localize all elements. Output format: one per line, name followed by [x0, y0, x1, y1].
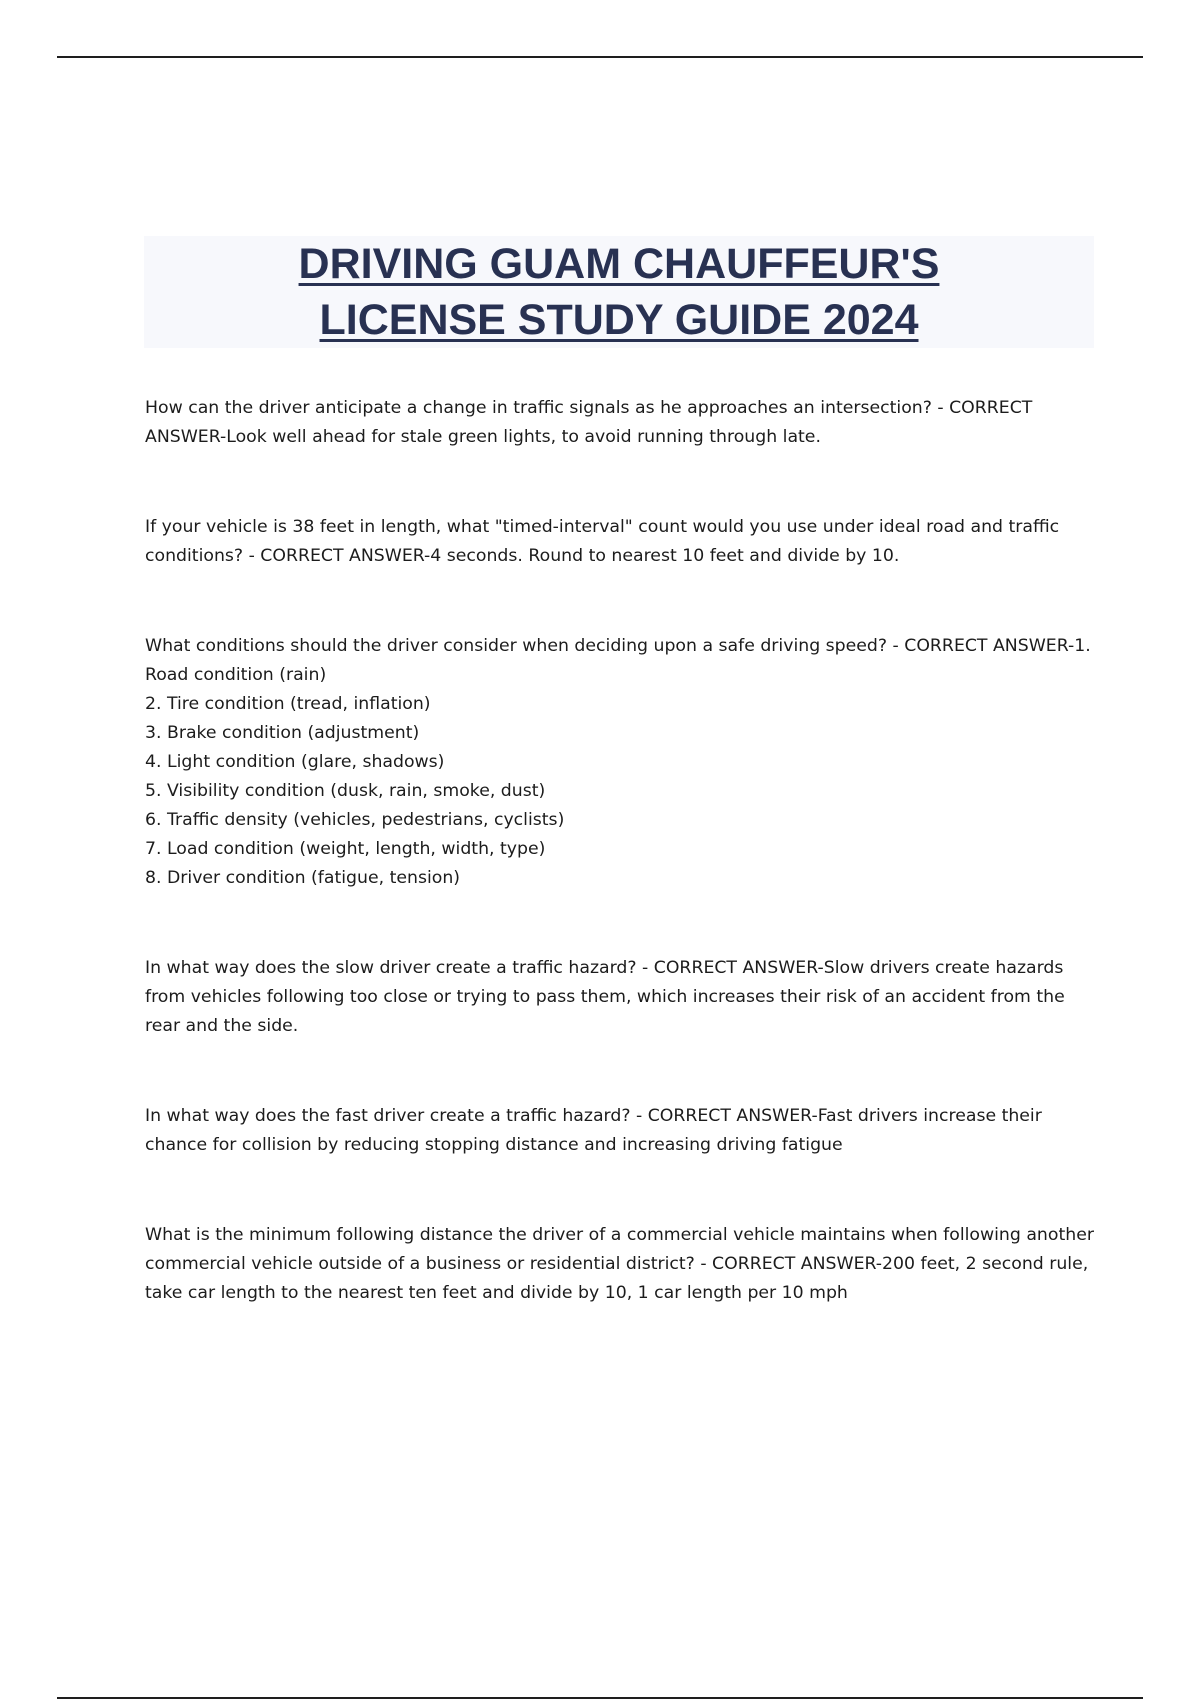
condition-list-item: 7. Load condition (weight, length, width, type)	[145, 839, 546, 859]
footer-rule	[57, 1697, 1143, 1699]
qa-text: If your vehicle is 38 feet in length, what "timed-interval" count would you use under ideal road and traffic conditions? - CORRECT ANSWER-4 seconds. Round to nearest 10 feet and divide by 10.	[145, 517, 1060, 566]
condition-list-item: 3. Brake condition (adjustment)	[145, 723, 420, 743]
qa-item	[145, 1221, 1095, 1308]
condition-list-item: 8. Driver condition (fatigue, tension)	[145, 868, 461, 888]
qa-text: How can the driver anticipate a change in traffic signals as he approaches an intersection? - CORRECT ANSWER-Look well ahead for stale green lights, to avoid running through late.	[145, 398, 1033, 447]
qa-item	[145, 394, 1095, 452]
qa-item	[145, 513, 1095, 571]
qa-item	[145, 954, 1095, 1041]
document-title-line-1: DRIVING GUAM CHAUFFEUR'S	[298, 240, 940, 288]
condition-list-item: 5. Visibility condition (dusk, rain, smoke, dust)	[145, 781, 546, 801]
document-title-banner	[144, 236, 1094, 348]
condition-list-item: 4. Light condition (glare, shadows)	[145, 752, 445, 772]
study-guide-content	[145, 394, 1095, 1369]
header-rule	[57, 56, 1143, 58]
qa-text: What conditions should the driver consider when deciding upon a safe driving speed? - CORRECT ANSWER-1. Road condition (rain)	[145, 636, 1091, 685]
qa-text: What is the minimum following distance the driver of a commercial vehicle maintains when following another commercial vehicle outside of a business or residential district? - CORRECT ANSWER-200 feet, 2 second rule, take car length to the nearest ten feet and divide by 10, 1 car length per 10 mph	[145, 1225, 1094, 1303]
qa-item	[145, 1102, 1095, 1160]
condition-list-item: 2. Tire condition (tread, inflation)	[145, 694, 431, 714]
qa-item	[145, 632, 1095, 893]
condition-list-item: 6. Traffic density (vehicles, pedestrians, cyclists)	[145, 810, 565, 830]
qa-text: In what way does the slow driver create a traffic hazard? - CORRECT ANSWER-Slow drivers create hazards from vehicles following too close or trying to pass them, which increases their risk of an accident from the rear and the side.	[145, 958, 1065, 1036]
document-title-line-2: LICENSE STUDY GUIDE 2024	[319, 296, 919, 344]
qa-text: In what way does the fast driver create a traffic hazard? - CORRECT ANSWER-Fast drivers increase their chance for collision by reducing stopping distance and increasing driving fatigue	[145, 1106, 1042, 1155]
